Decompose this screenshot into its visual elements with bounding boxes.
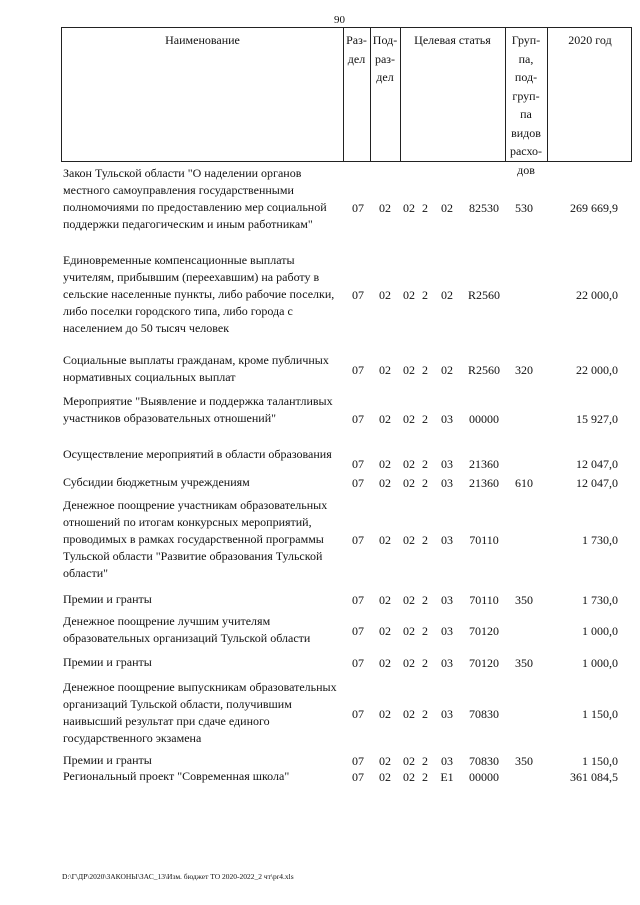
table-row	[0, 679, 640, 747]
cell-sum: 1 000,0	[582, 624, 618, 638]
cell-t1: 02	[403, 288, 415, 302]
cell-t4: 70120	[469, 656, 499, 670]
header-razdel: Раз- дел	[346, 33, 367, 66]
cell-rz: 07	[352, 770, 364, 784]
cell-sum: 22 000,0	[576, 363, 618, 377]
cell-t2: 2	[422, 533, 428, 547]
cell-t4: 00000	[469, 770, 499, 784]
cell-t2: 2	[422, 457, 428, 471]
table-row	[0, 165, 640, 250]
cell-rz: 07	[352, 363, 364, 377]
cell-t2: 2	[422, 770, 428, 784]
cell-t2: 2	[422, 624, 428, 638]
cell-t2: 2	[422, 707, 428, 721]
table-row	[0, 654, 640, 671]
cell-t1: 02	[403, 656, 415, 670]
cell-t4: 21360	[469, 476, 499, 490]
cell-pr: 02	[379, 201, 391, 215]
cell-sum: 1 150,0	[582, 754, 618, 768]
cell-t1: 02	[403, 533, 415, 547]
cell-t1: 02	[403, 476, 415, 490]
file-path-footer: D:\Г\ДР\2020\ЗАКОНЫ\ЗАС_13\Изм. бюджет ТО 2020-2022_2 чт\pr4.xls	[62, 872, 294, 881]
cell-rz: 07	[352, 707, 364, 721]
header-target-article: Целевая статья	[414, 33, 491, 47]
row-name: Осуществление мероприятий в области образования	[63, 447, 332, 461]
cell-rz: 07	[352, 593, 364, 607]
cell-vr: 350	[515, 593, 533, 607]
cell-t4: 00000	[469, 412, 499, 426]
cell-t2: 2	[422, 288, 428, 302]
cell-sum: 269 669,9	[570, 201, 618, 215]
cell-t3: 03	[441, 457, 453, 471]
row-name: Субсидии бюджетным учреждениям	[63, 475, 250, 489]
cell-t3: 03	[441, 593, 453, 607]
cell-t3: E1	[440, 770, 454, 784]
row-name: Мероприятие "Выявление и поддержка талантливых участников образовательных отношений"	[63, 394, 333, 425]
row-name: Премии и гранты	[63, 592, 152, 606]
cell-pr: 02	[379, 533, 391, 547]
cell-t2: 2	[422, 476, 428, 490]
cell-sum: 1 730,0	[582, 533, 618, 547]
table-row	[0, 352, 640, 386]
cell-rz: 07	[352, 656, 364, 670]
cell-vr: 350	[515, 754, 533, 768]
cell-pr: 02	[379, 707, 391, 721]
cell-rz: 07	[352, 754, 364, 768]
cell-vr: 350	[515, 656, 533, 670]
cell-t1: 02	[403, 457, 415, 471]
cell-t1: 02	[403, 412, 415, 426]
table-row	[0, 474, 640, 491]
cell-t3: 03	[441, 707, 453, 721]
row-name: Денежное поощрение выпускникам образовательных организаций Тульской области, получившим наивысший результат при сдаче единого государственного экзамена	[63, 680, 337, 745]
cell-sum: 1 000,0	[582, 656, 618, 670]
cell-t1: 02	[403, 363, 415, 377]
row-name: Денежное поощрение лучшим учителям образовательных организаций Тульской области	[63, 614, 311, 645]
cell-vr: 610	[515, 476, 533, 490]
cell-t4: R2560	[467, 363, 500, 377]
table-row	[0, 393, 640, 444]
row-name: Премии и гранты	[63, 655, 152, 669]
cell-pr: 02	[379, 754, 391, 768]
cell-t4: 21360	[469, 457, 499, 471]
table-row	[0, 613, 640, 647]
cell-pr: 02	[379, 412, 391, 426]
cell-sum: 22 000,0	[576, 288, 618, 302]
cell-pr: 02	[379, 363, 391, 377]
header-podrazdel: Под- раз- дел	[372, 33, 398, 84]
table-row	[0, 252, 640, 337]
table-row	[0, 497, 640, 582]
row-name: Единовременные компенсационные выплаты учителям, прибывшим (переехавшим) на работу в сельские населенные пункты, либо рабочие поселки, либо поселки городского типа, либо города с населением до 50 тысяч человек	[63, 253, 335, 335]
cell-t3: 03	[441, 754, 453, 768]
cell-pr: 02	[379, 656, 391, 670]
table-row	[0, 768, 640, 785]
cell-sum: 12 047,0	[576, 457, 618, 471]
cell-t3: 03	[441, 533, 453, 547]
cell-pr: 02	[379, 457, 391, 471]
header-group: Груп- па, под- груп- па видов расхо- дов	[509, 33, 543, 177]
row-name: Закон Тульской области "О наделении органов местного самоуправления государственными полномочиями по предоставлению мер социальной поддержки педагогическим и иным работникам"	[63, 166, 327, 231]
cell-t4: 70120	[469, 624, 499, 638]
cell-sum: 1 730,0	[582, 593, 618, 607]
cell-vr: 320	[515, 363, 533, 377]
cell-rz: 07	[352, 412, 364, 426]
cell-sum: 361 084,5	[570, 770, 618, 784]
cell-t2: 2	[422, 593, 428, 607]
table-row	[0, 752, 640, 769]
cell-t4: 82530	[469, 201, 499, 215]
cell-t3: 03	[441, 476, 453, 490]
cell-rz: 07	[352, 288, 364, 302]
cell-t1: 02	[403, 707, 415, 721]
cell-t4: 70830	[469, 707, 499, 721]
cell-pr: 02	[379, 593, 391, 607]
cell-t1: 02	[403, 201, 415, 215]
cell-t3: 03	[441, 656, 453, 670]
cell-t4: 70110	[469, 593, 499, 607]
cell-sum: 12 047,0	[576, 476, 618, 490]
cell-t4: R2560	[467, 288, 500, 302]
cell-t1: 02	[403, 770, 415, 784]
cell-t2: 2	[422, 412, 428, 426]
cell-t3: 03	[441, 624, 453, 638]
row-name: Социальные выплаты гражданам, кроме публичных нормативных социальных выплат	[63, 353, 329, 384]
cell-pr: 02	[379, 624, 391, 638]
page-number: 90	[334, 14, 345, 26]
cell-t1: 02	[403, 624, 415, 638]
cell-t2: 2	[422, 363, 428, 377]
cell-pr: 02	[379, 476, 391, 490]
cell-sum: 15 927,0	[576, 412, 618, 426]
cell-t1: 02	[403, 754, 415, 768]
cell-rz: 07	[352, 457, 364, 471]
row-name: Региональный проект "Современная школа"	[63, 769, 290, 783]
cell-t4: 70830	[469, 754, 499, 768]
cell-t2: 2	[422, 656, 428, 670]
cell-pr: 02	[379, 288, 391, 302]
cell-rz: 07	[352, 624, 364, 638]
cell-sum: 1 150,0	[582, 707, 618, 721]
cell-pr: 02	[379, 770, 391, 784]
cell-t3: 02	[441, 201, 453, 215]
cell-rz: 07	[352, 476, 364, 490]
row-name: Премии и гранты	[63, 753, 152, 767]
cell-t3: 03	[441, 412, 453, 426]
header-name: Наименование	[165, 33, 240, 47]
cell-rz: 07	[352, 533, 364, 547]
cell-rz: 07	[352, 201, 364, 215]
cell-vr: 530	[515, 201, 533, 215]
table-row	[0, 591, 640, 608]
row-name: Денежное поощрение участникам образовательных отношений по итогам конкурсных мероприятий, проводимых в рамках государственной программы Тульской области "Развитие образования Тульской области"	[63, 498, 328, 580]
cell-t4: 70110	[469, 533, 499, 547]
cell-t3: 02	[441, 288, 453, 302]
cell-t1: 02	[403, 593, 415, 607]
header-year: 2020 год	[568, 33, 612, 47]
cell-t2: 2	[422, 201, 428, 215]
cell-t3: 02	[441, 363, 453, 377]
cell-t2: 2	[422, 754, 428, 768]
